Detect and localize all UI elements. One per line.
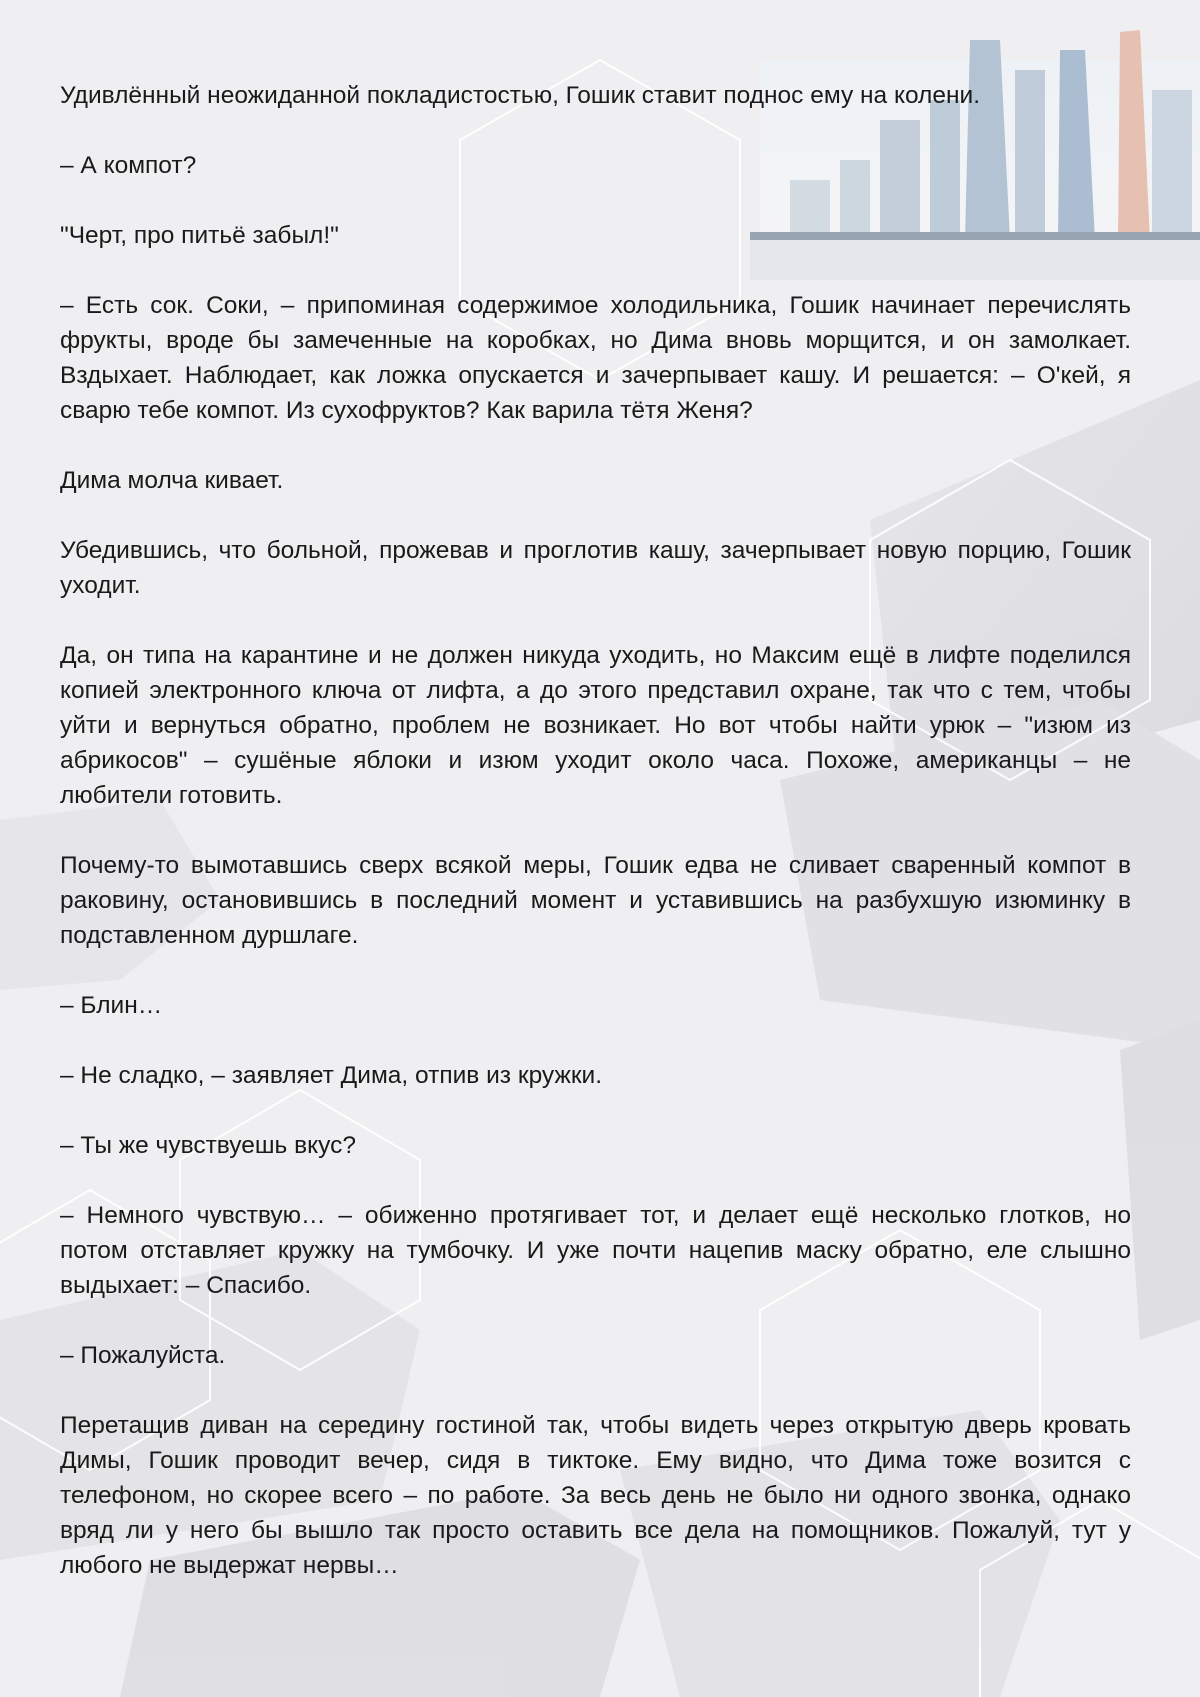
paragraph-13: – Пожалуйста. [60,1342,226,1369]
paragraph-9: – Блин… [60,992,163,1019]
paragraph-3: "Черт, про питьё забыл!" [60,222,339,249]
paragraph-8: Почему-то вымотавшись сверх всякой меры, Гошик едва не сливает сваренный компот в раковину, остановившись в последний момент и уставившись на разбухшую изюминку в подставленном дуршлаге. [60,852,1131,949]
paragraph-14: Перетащив диван на середину гостиной так, чтобы видеть через открытую дверь кровать Димы, Гошик проводит вечер, сидя в тиктоке. Ему видно, что Дима тоже возится с телефоном, но скорее всего – по работе. За весь день не было ни одного звонка, однако вряд ли у него бы вышло так просто оставить все дела на помощников. Пожалуй, тут у любого не выдержат нервы… [60,1412,1131,1579]
paragraph-2: – А компот? [60,152,197,179]
paragraph-5: Дима молча кивает. [60,467,284,494]
document-body [60,78,1131,1583]
paragraph-1: Удивлённый неожиданной покладистостью, Гошик ставит поднос ему на колени. [60,82,981,109]
paragraph-10: – Не сладко, – заявляет Дима, отпив из кружки. [60,1062,603,1089]
paragraph-7: Да, он типа на карантине и не должен никуда уходить, но Максим ещё в лифте поделился копией электронного ключа от лифта, а до этого представил охране, так что с тем, чтобы уйти и вернуться обратно, проблем не возникает. Но вот чтобы найти урюк – "изюм из абрикосов" – сушёные яблоки и изюм уходит около часа. Похоже, американцы – не любители готовить. [60,642,1131,809]
paragraph-4: – Есть сок. Соки, – припоминая содержимое холодильника, Гошик начинает перечислять фрукты, вроде бы замеченные на коробках, но Дима вновь морщится, и он замолкает. Вздыхает. Наблюдает, как ложка опускается и зачерпывает кашу. И решается: – О'кей, я сварю тебе компот. Из сухофруктов? Как варила тётя Женя? [60,292,1131,424]
paragraph-12: – Немного чувствую… – обиженно протягивает тот, и делает ещё несколько глотков, но потом отставляет кружку на тумбочку. И уже почти нацепив маску обратно, еле слышно выдыхает: – Спасибо. [60,1202,1131,1299]
paragraph-11: – Ты же чувствуешь вкус? [60,1132,356,1159]
paragraph-6: Убедившись, что больной, прожевав и проглотив кашу, зачерпывает новую порцию, Гошик уходит. [60,537,1131,599]
